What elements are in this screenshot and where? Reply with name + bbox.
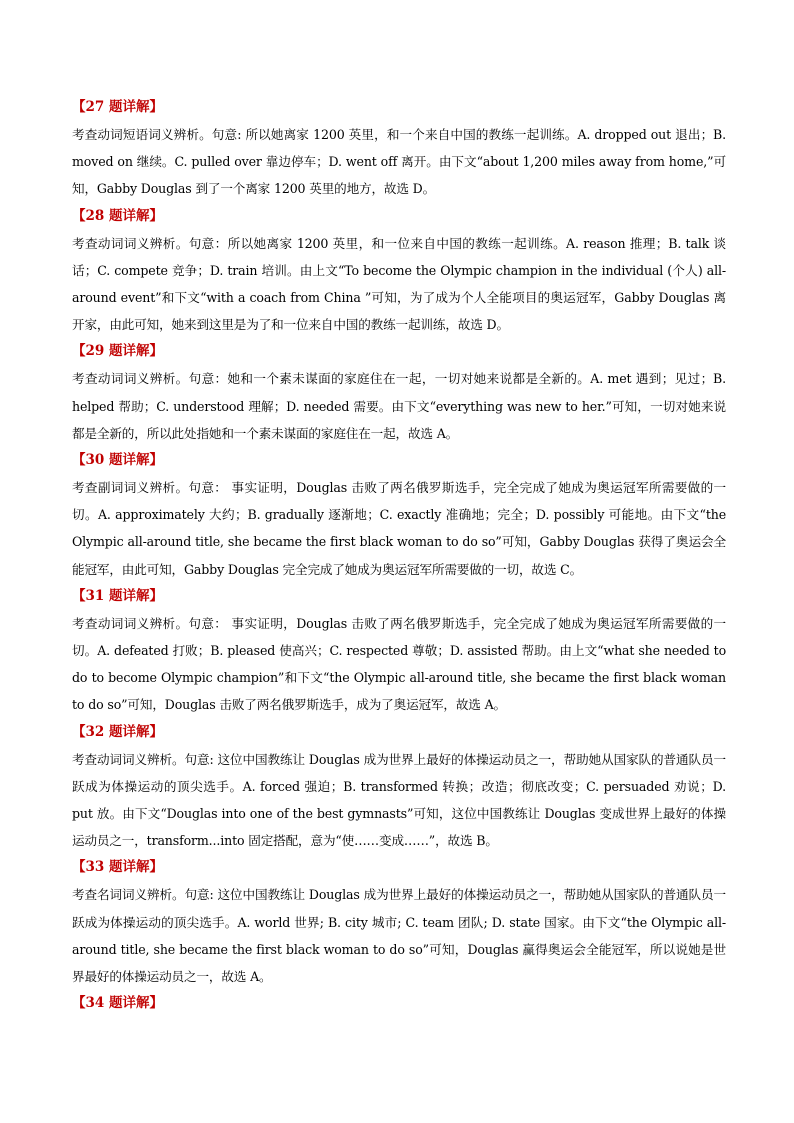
section-heading: 【33 题详解】 [72, 859, 163, 876]
section-heading: 【27 题详解】 [72, 99, 163, 115]
section-heading: 【31 题详解】 [72, 587, 163, 604]
section-body: 考查动词词义辨析。句意： 事实证明，Douglas 击败了两名俄罗斯选手，完全完成了她成为奥运冠军所需要做的一切。A. defeated 打败；B. pleased 使高兴；C. respected 尊敬；D. assisted 帮助。由上文“what she needed to do to become Olympic champion”和下文“the Olympic all-around title, she became the first black woman to do so”可知，Douglas 击败了两名俄罗斯选手，成为了奥运冠军，故选 A。 [72, 615, 726, 713]
section-heading: 【28 题详解】 [72, 207, 163, 224]
section-heading: 【30 题详解】 [72, 452, 163, 469]
section-heading: 【34 题详解】 [72, 995, 163, 1012]
section-body: 考查动词词义辨析。句意：所以她离家 1200 英里，和一位来自中国的教练一起训练。A. reason 推理；B. talk 谈话；C. compete 竞争；D. train 培训。由上文“To become the Olympic champion in the individual (个人) all-around event”和下文“with a coach from China ”可知，为了成为个人全能项目的奥运冠军，Gabby Douglas 离开家，由此可知，她来到这里是为了和一位来自中国的教练一起训练，故选 D。 [72, 235, 726, 333]
answer-section-28 [72, 203, 726, 339]
answer-section-30 [72, 447, 726, 583]
section-heading: 【32 题详解】 [72, 723, 163, 740]
section-heading: 【29 题详解】 [72, 343, 163, 360]
section-body: 考查名词词义辨析。句意: 这位中国教练让 Douglas 成为世界上最好的体操运动员之一，帮助她从国家队的普通队员一跃成为体操运动的顶尖选手。A. world 世界; B. city 城市; C. team 团队; D. state 国家。由下文“the Olympic all-around title, she became the first black woman to do so”可知，Douglas 赢得奥运会全能冠军，所以说她是世界最好的体操运动员之一，故选 A。 [72, 887, 726, 985]
answer-section-29 [72, 338, 726, 447]
answer-section-27 [72, 94, 726, 203]
answer-section-31 [72, 583, 726, 719]
answer-section-32 [72, 719, 726, 855]
answer-section-33 [72, 854, 726, 990]
section-body: 考查副词词义辨析。句意： 事实证明，Douglas 击败了两名俄罗斯选手，完全完成了她成为奥运冠军所需要做的一切。A. approximately 大约；B. gradually 逐渐地；C. exactly 准确地；完全；D. possibly 可能地。由下文“the Olympic all-around title, she became the first black woman to do so”可知，Gabby Douglas 获得了奥运会全能冠军，由此可知，Gabby Douglas 完全完成了她成为奥运冠军所需要做的一切，故选 C。 [72, 480, 726, 577]
answer-section-34 [72, 990, 726, 1017]
section-body: 考查动词词义辨析。句意: 这位中国教练让 Douglas 成为世界上最好的体操运动员之一，帮助她从国家队的普通队员一跃成为体操运动的顶尖选手。A. forced 强迫；B. transformed 转换；改造；彻底改变；C. persuaded 劝说；D. put 放。由下文“Douglas into one of the best gymnasts”可知，这位中国教练让 Douglas 变成世界上最好的体操运动员之一，transform...into 固定搭配，意为“使……变成……”，故选 B。 [72, 751, 726, 849]
document-page [72, 94, 726, 1017]
section-body: 考查动词短语词义辨析。句意: 所以她离家 1200 英里，和一个来自中国的教练一起训练。A. dropped out 退出；B. moved on 继续。C. pulled over 靠边停车；D. went off 离开。由下文“about 1,200 miles away from home,”可知，Gabby Douglas 到了一个离家 1200 英里的地方，故选 D。 [72, 127, 726, 197]
section-body: 考查动词词义辨析。句意：她和一个素未谋面的家庭住在一起，一切对她来说都是全新的。A. met 遇到；见过；B. helped 帮助；C. understood 理解；D. needed 需要。由下文“everything was new to her.”可知，一切对她来说都是全新的，所以此处指她和一个素未谋面的家庭住在一起，故选 A。 [72, 371, 726, 441]
